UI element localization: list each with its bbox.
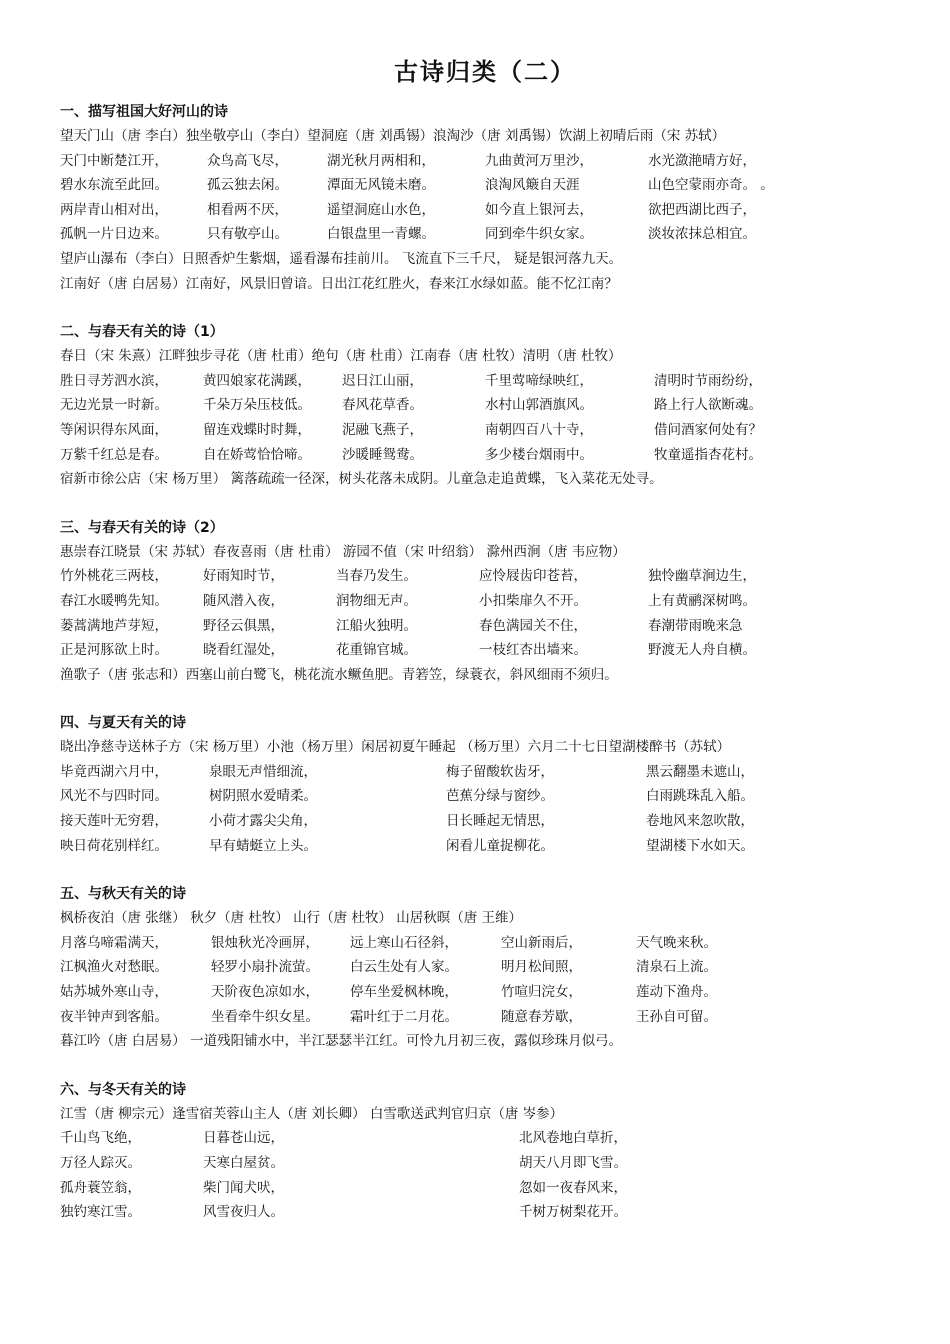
verse: 万径人踪灭。 <box>60 1155 141 1171</box>
section-heading: 三、与春天有关的诗（2） <box>60 519 224 536</box>
verse-row <box>60 931 890 956</box>
verse: 霜叶红于二月花。 <box>350 1008 458 1025</box>
verse: 莲动下渔舟。 <box>636 984 717 1001</box>
verse: 夜半钟声到客船。 <box>60 1008 168 1025</box>
section-2 <box>60 320 890 492</box>
verse: 湖光秋月两相和， <box>327 152 435 169</box>
verse: 芭蕉分绿与窗纱。 <box>446 788 554 805</box>
verse: 日暮苍山远， <box>203 1130 284 1147</box>
section-heading: 二、与春天有关的诗（1） <box>60 324 224 341</box>
section-5 <box>60 882 890 1054</box>
verse: 闲看儿童捉柳花。 <box>446 837 554 854</box>
verse: 明月松间照， <box>501 959 582 976</box>
verse: 轻罗小扇扑流萤。 <box>211 959 319 976</box>
document <box>60 52 890 1225</box>
verse: 无边光景一时新。 <box>60 397 168 414</box>
section-1 <box>60 100 890 296</box>
verse: 九曲黄河万里沙， <box>485 152 593 169</box>
verse: 银烛秋光冷画屏， <box>211 934 319 951</box>
verse: 孤帆一片日边来。 <box>60 226 168 243</box>
verse: 应怜屐齿印苍苔， <box>479 568 587 585</box>
verse-row <box>60 955 890 980</box>
verse: 小荷才露尖尖角， <box>209 813 317 830</box>
verse: 花重锦官城。 <box>336 642 417 659</box>
verse: 卷地风来忽吹散， <box>646 813 754 830</box>
verse: 远上寒山石径斜， <box>350 934 458 951</box>
verse: 春色满园关不住， <box>479 617 587 634</box>
single-poem-line: 暮江吟（唐 白居易） 一道残阳铺水中，半江瑟瑟半江红。可怜九月初三夜，露似珍珠月似弓。 <box>60 1033 623 1050</box>
verse-row <box>60 1176 890 1201</box>
verse: 春潮带雨晚来急 <box>648 617 743 634</box>
verse: 树阴照水爱晴柔。 <box>209 788 317 805</box>
verse: 柴门闻犬吠， <box>203 1179 284 1196</box>
verse: 姑苏城外寒山寺， <box>60 984 168 1001</box>
verse: 停车坐爱枫林晚， <box>350 984 458 1001</box>
verse: 映日荷花别样红。 <box>60 837 168 854</box>
verse: 碧水东流至此回。 <box>60 177 168 194</box>
single-poem-line: 望庐山瀑布（李白）日照香炉生紫烟，遥看瀑布挂前川。 飞流直下三千尺， 疑是银河落九天。 <box>60 250 623 267</box>
verse: 相看两不厌， <box>207 201 288 218</box>
verse: 蒌蒿满地芦芽短， <box>60 617 168 634</box>
verse: 黑云翻墨未遮山， <box>646 763 754 780</box>
verse: 春风花草香。 <box>342 397 423 414</box>
verse: 梅子留酸软齿牙， <box>446 763 554 780</box>
verse: 胜日寻芳泗水滨， <box>60 372 168 389</box>
verse: 天寒白屋贫。 <box>203 1155 284 1171</box>
verse: 毕竟西湖六月中， <box>60 763 168 780</box>
verse: 同到牵牛织女家。 <box>485 226 593 243</box>
verse-row <box>60 222 890 247</box>
verse: 野渡无人舟自横。 <box>648 642 756 659</box>
verse: 随风潜入夜， <box>203 592 284 609</box>
verse: 江船火独明。 <box>336 617 417 634</box>
verse: 小扣柴扉久不开。 <box>479 592 587 609</box>
verse: 坐看牵牛织女星。 <box>211 1008 319 1025</box>
verse: 忽如一夜春风来， <box>519 1179 627 1196</box>
verse: 日长睡起无情思， <box>446 813 554 830</box>
verse: 望湖楼下水如天。 <box>646 837 754 854</box>
verse: 遥望洞庭山水色， <box>327 201 435 218</box>
verse: 晓看红湿处， <box>203 642 284 659</box>
verse: 独钓寒江雪。 <box>60 1204 141 1221</box>
verse: 牧童遥指杏花村。 <box>654 446 762 463</box>
verse: 迟日江山丽， <box>342 372 423 389</box>
verse: 胡天八月即飞雪。 <box>519 1155 627 1171</box>
section-heading: 五、与秋天有关的诗 <box>60 886 186 903</box>
verse: 沙暖睡鸳鸯。 <box>342 446 423 463</box>
verse: 清明时节雨纷纷， <box>654 372 762 389</box>
verse-row <box>60 443 890 468</box>
verse: 白雨跳珠乱入船。 <box>646 788 754 805</box>
verse: 上有黄鹂深树鸣。 <box>648 592 756 609</box>
verse: 随意春芳歇， <box>501 1008 582 1025</box>
verse: 空山新雨后， <box>501 934 582 951</box>
verse: 山色空蒙雨亦奇。 。 <box>648 177 774 194</box>
section-heading: 四、与夏天有关的诗 <box>60 715 186 732</box>
verse: 潭面无风镜未磨。 <box>327 177 435 194</box>
verse-row <box>60 834 890 859</box>
section-6 <box>60 1078 890 1225</box>
verse-row <box>60 638 890 663</box>
single-poem-line: 宿新市徐公店（宋 杨万里） 篱落疏疏一径深，树头花落未成阴。儿童急走追黄蝶，飞入菜花无处寻。 <box>60 471 663 488</box>
verse: 孤舟蓑笠翁， <box>60 1179 141 1196</box>
section-heading: 六、与冬天有关的诗 <box>60 1081 186 1098</box>
verse: 润物细无声。 <box>336 592 417 609</box>
verse: 万紫千红总是春。 <box>60 446 168 463</box>
verse-row <box>60 564 890 589</box>
single-poem-line: 江南好（唐 白居易）江南好，风景旧曾谙。日出江花红胜火，春来江水绿如蓝。能不忆江南？ <box>60 275 618 292</box>
verse: 一枝红杏出墙来。 <box>479 642 587 659</box>
poem-titles-line: 惠崇春江晓景（宋 苏轼）春夜喜雨（唐 杜甫） 游园不值（宋 叶绍翁） 滁州西涧（唐 韦应物） <box>60 543 626 560</box>
verse: 江枫渔火对愁眠。 <box>60 959 168 976</box>
poem-titles-line: 晓出净慈寺送林子方（宋 杨万里）小池（杨万里）闲居初夏午睡起 （杨万里）六月二十七日望湖楼醉书（苏轼） <box>60 739 731 756</box>
verse: 王孙自可留。 <box>636 1008 717 1025</box>
verse-row <box>60 1126 890 1151</box>
verse: 多少楼台烟雨中。 <box>485 446 593 463</box>
verse: 白银盘里一青螺。 <box>327 226 435 243</box>
verse: 竹外桃花三两枝， <box>60 568 168 585</box>
verse: 留连戏蝶时时舞， <box>203 421 311 438</box>
poem-titles-line: 枫桥夜泊（唐 张继） 秋夕（唐 杜牧） 山行（唐 杜牧） 山居秋暝（唐 王维） <box>60 910 523 927</box>
verse: 千树万树梨花开。 <box>519 1204 627 1221</box>
verse-row <box>60 149 890 174</box>
verse: 风光不与四时同。 <box>60 788 168 805</box>
verse: 路上行人欲断魂。 <box>654 397 762 414</box>
verse-row <box>60 369 890 394</box>
single-poem-line: 渔歌子（唐 张志和）西塞山前白鹭飞，桃花流水鳜鱼肥。青箬笠，绿蓑衣，斜风细雨不须归。 <box>60 666 618 683</box>
poem-titles-line: 望天门山（唐 李白）独坐敬亭山（李白）望洞庭（唐 刘禹锡）浪淘沙（唐 刘禹锡）饮湖上初晴后雨（宋 苏轼） <box>60 128 726 144</box>
verse: 千山鸟飞绝， <box>60 1130 141 1147</box>
verse-row <box>60 173 890 198</box>
verse: 天阶夜色凉如水， <box>211 984 319 1001</box>
section-3 <box>60 516 890 688</box>
verse: 黄四娘家花满蹊， <box>203 372 311 389</box>
verse: 天气晚来秋。 <box>636 934 717 951</box>
verse: 浪淘风簸自天涯 <box>485 177 580 194</box>
verse-row <box>60 784 890 809</box>
verse: 野径云俱黑， <box>203 617 284 634</box>
verse: 南朝四百八十寺， <box>485 421 593 438</box>
verse: 正是河豚欲上时。 <box>60 642 168 659</box>
verse: 水光潋滟晴方好， <box>648 152 756 169</box>
verse: 清泉石上流。 <box>636 959 717 976</box>
verse-row <box>60 1151 890 1176</box>
verse: 竹喧归浣女， <box>501 984 582 1001</box>
section-4 <box>60 711 890 858</box>
verse: 千朵万朵压枝低。 <box>203 397 311 414</box>
verse-row <box>60 614 890 639</box>
verse: 好雨知时节， <box>203 568 284 585</box>
verse: 天门中断楚江开， <box>60 152 168 169</box>
verse: 北风卷地白草折， <box>519 1130 627 1147</box>
verse: 接天莲叶无穷碧， <box>60 813 168 830</box>
verse: 春江水暖鸭先知。 <box>60 592 168 609</box>
verse-row <box>60 198 890 223</box>
verse: 千里莺啼绿映红， <box>485 372 593 389</box>
verse-row <box>60 980 890 1005</box>
verse: 当春乃发生。 <box>336 568 417 585</box>
verse: 孤云独去闲。 <box>207 177 288 194</box>
verse: 借问酒家何处有？ <box>654 421 762 438</box>
verse-row <box>60 1005 890 1030</box>
verse-row <box>60 418 890 443</box>
verse: 淡妆浓抹总相宜。 <box>648 226 756 243</box>
verse-row <box>60 589 890 614</box>
verse: 水村山郭酒旗风。 <box>485 397 593 414</box>
verse: 白云生处有人家。 <box>350 959 458 976</box>
verse: 月落乌啼霜满天， <box>60 934 168 951</box>
verse: 欲把西湖比西子， <box>648 201 756 218</box>
verse-row <box>60 760 890 785</box>
verse: 早有蜻蜓立上头。 <box>209 837 317 854</box>
verse-row <box>60 393 890 418</box>
verse: 众鸟高飞尽， <box>207 152 288 169</box>
verse: 风雪夜归人。 <box>203 1204 284 1221</box>
verse: 自在娇莺恰恰啼。 <box>203 446 311 463</box>
verse: 只有敬亭山。 <box>207 226 288 243</box>
verse: 如今直上银河去， <box>485 201 593 218</box>
verse: 两岸青山相对出， <box>60 201 168 218</box>
verse: 独怜幽草涧边生， <box>648 568 756 585</box>
verse: 泉眼无声惜细流， <box>209 763 317 780</box>
verse: 泥融飞燕子， <box>342 421 423 438</box>
page-title: 古诗归类（二） <box>394 58 576 86</box>
verse-row <box>60 809 890 834</box>
section-heading: 一、描写祖国大好河山的诗 <box>60 104 228 120</box>
verse-row <box>60 1200 890 1225</box>
poem-titles-line: 春日（宋 朱熹）江畔独步寻花（唐 杜甫）绝句（唐 杜甫）江南春（唐 杜牧）清明（唐 杜牧） <box>60 348 622 365</box>
poem-titles-line: 江雪（唐 柳宗元）逢雪宿芙蓉山主人（唐 刘长卿） 白雪歌送武判官归京（唐 岑参） <box>60 1105 564 1122</box>
verse: 等闲识得东风面， <box>60 421 168 438</box>
